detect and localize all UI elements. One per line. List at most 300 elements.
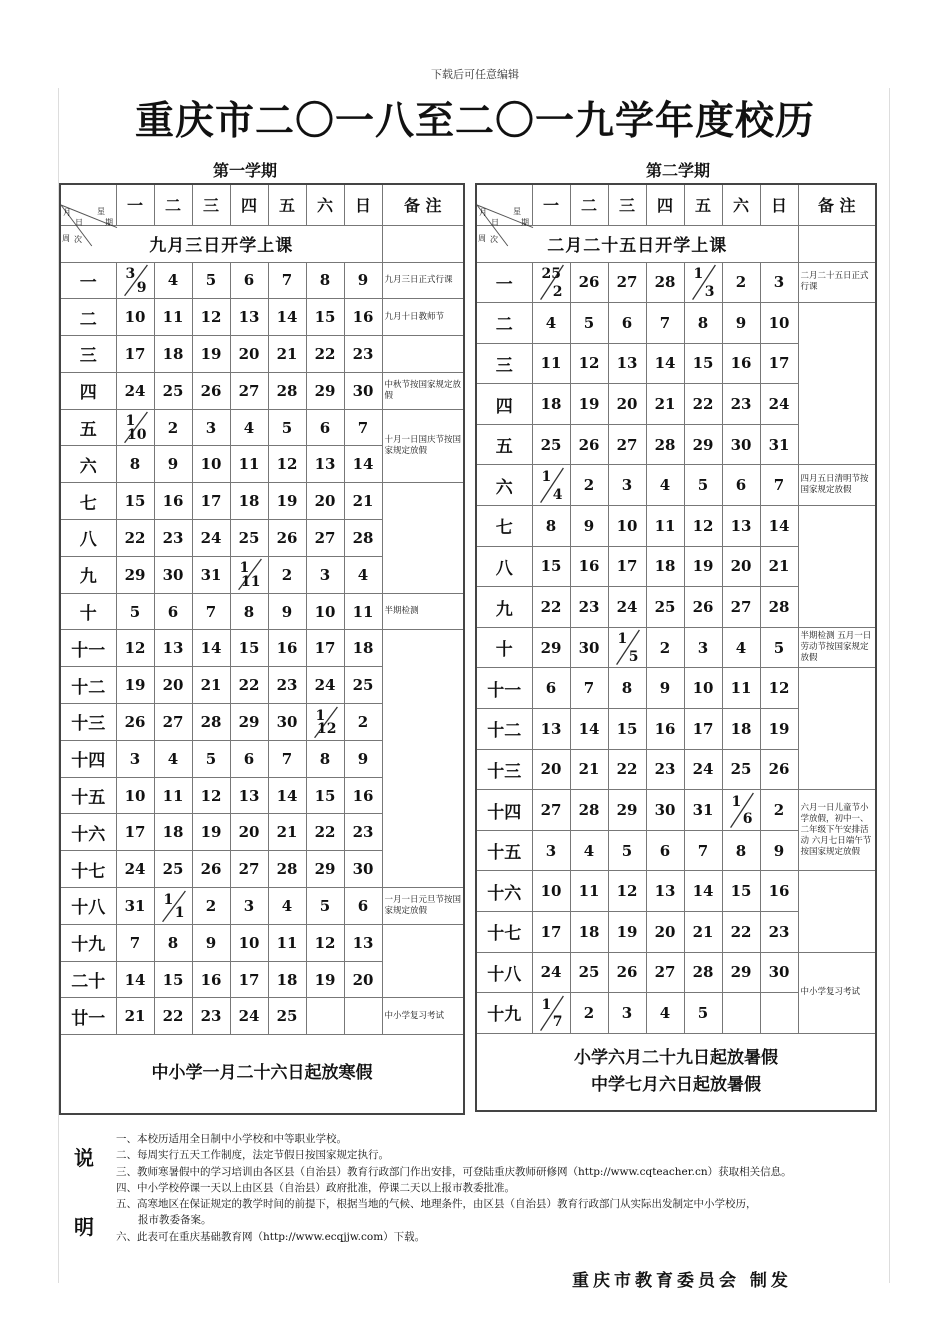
week-number: 三 [60,336,116,373]
day-cell: 27 [608,424,646,465]
explain-item: 二、每周实行五天工作制度，法定节假日按国家规定执行。 [116,1149,389,1162]
day-cell: 20 [306,483,344,520]
day-cell: 23 [646,749,684,790]
day-cell: 24 [230,998,268,1035]
day-cell: 4 [646,993,684,1034]
day-cell: 31 [116,888,154,925]
day-cell: 10 [230,924,268,961]
day-cell: 28 [192,704,230,741]
month-boundary-diagonal [533,466,570,505]
day-header: 六 [306,184,344,225]
day-cell: 8 [230,593,268,630]
day-cell: 18 [268,961,306,998]
explain-item: 五、高寒地区在保证规定的教学时间的前提下，根据当地的气候、地理条件，由区县（自治县）教育行政部门从实际出发制定中小学校历， [116,1198,757,1211]
day-cell: 29 [684,424,722,465]
day-cell: 22 [306,336,344,373]
day-cell: 11 [570,871,608,912]
corner-label-star: 星 [513,206,521,216]
day-cell: 27 [646,952,684,993]
week-number: 五 [476,424,532,465]
day-cell: 12 [192,299,230,336]
note-cell [382,630,464,888]
day-header: 一 [532,184,570,225]
new-month-number: 12 [317,721,337,738]
day-cell: 6 [646,830,684,871]
day-cell: 24 [192,520,230,557]
day-cell: 18 [532,384,570,425]
day-cell: 16 [154,483,192,520]
week-number: 六 [476,465,532,506]
month-boundary-cell [306,704,344,741]
day-cell: 25 [344,667,382,704]
day-cell: 4 [570,830,608,871]
day-cell: 14 [268,299,306,336]
day-cell: 9 [722,303,760,344]
day-cell: 30 [268,704,306,741]
day-header: 三 [608,184,646,225]
day-cell: 18 [230,483,268,520]
day-cell: 9 [646,668,684,709]
day-cell: 5 [268,409,306,446]
month-boundary-cell [532,262,570,303]
day-cell: 25 [154,372,192,409]
day-cell: 16 [344,777,382,814]
day-cell: 19 [760,709,798,750]
week-number: 五 [60,409,116,446]
day-cell: 21 [268,336,306,373]
day-cell: 18 [570,912,608,953]
holiday-footer-line2: 中学七月六日起放暑假 [591,1075,761,1096]
week-number: 十三 [60,704,116,741]
day-cell: 23 [154,520,192,557]
day-cell: 6 [608,303,646,344]
week-row [476,465,876,506]
week-number: 十五 [60,777,116,814]
note-cell: 中小学复习考试 [382,998,464,1035]
day-cell: 10 [608,506,646,547]
day-cell: 7 [116,924,154,961]
day-cell: 28 [760,587,798,628]
day-cell: 17 [116,336,154,373]
day-cell: 5 [306,888,344,925]
week-row [60,593,464,630]
day-cell: 27 [306,520,344,557]
new-month-number: 6 [742,811,753,828]
day-cell: 30 [570,627,608,668]
day-cell: 27 [230,851,268,888]
note-cell [382,336,464,373]
day-cell: 23 [570,587,608,628]
day-cell: 8 [116,446,154,483]
day-cell: 25 [230,520,268,557]
day-cell: 6 [230,262,268,299]
day-cell: 14 [344,446,382,483]
notes-header: 备 注 [798,184,876,225]
day-cell: 18 [154,814,192,851]
start-banner: 九月三日开学上课 [60,225,382,262]
day-cell: 7 [570,668,608,709]
day-cell: 2 [722,262,760,303]
day-cell: 14 [268,777,306,814]
day-cell: 27 [230,372,268,409]
day-cell: 28 [646,424,684,465]
holiday-footer-line1: 小学六月二十九日起放暑假 [574,1047,778,1068]
day-cell: 21 [570,749,608,790]
note-cell: 十月一日国庆节按国家规定放假 [382,409,464,483]
day-cell: 15 [306,299,344,336]
note-cell [382,924,464,998]
day-cell: 19 [684,546,722,587]
day-cell: 22 [532,587,570,628]
week-number: 十 [60,593,116,630]
day-cell: 21 [192,667,230,704]
holiday-footer: 中小学一月二十六日起放寒假 [60,1035,464,1114]
day-cell: 15 [608,709,646,750]
day-cell: 4 [268,888,306,925]
day-cell: 24 [608,587,646,628]
day-cell: 22 [306,814,344,851]
day-cell: 11 [230,446,268,483]
day-header: 一 [116,184,154,225]
day-cell: 24 [116,851,154,888]
day-cell: 15 [722,871,760,912]
day-cell: 21 [116,998,154,1035]
week-row [60,630,464,667]
week-number: 十八 [476,952,532,993]
day-cell: 9 [344,740,382,777]
day-cell: 4 [344,556,382,593]
prev-month-day: 1 [541,468,552,485]
day-header: 日 [344,184,382,225]
note-cell [798,303,876,465]
day-cell: 16 [344,299,382,336]
day-cell: 5 [684,465,722,506]
week-row [476,506,876,547]
day-cell: 11 [646,506,684,547]
day-cell: 8 [532,506,570,547]
week-number: 七 [60,483,116,520]
day-cell: 30 [344,851,382,888]
month-boundary-diagonal [155,889,192,924]
day-cell: 23 [192,998,230,1035]
day-cell: 27 [532,790,570,831]
prev-month-day: 1 [163,891,174,908]
day-cell: 5 [760,627,798,668]
corner-cell [476,184,532,244]
day-cell: 9 [192,924,230,961]
corner-label-ci: 次 [490,234,498,244]
corner-label-day: 日 [491,217,499,227]
day-cell: 21 [646,384,684,425]
explain-label-2: 明 [74,1215,94,1239]
day-header: 四 [230,184,268,225]
day-cell: 3 [608,465,646,506]
week-row [476,262,876,303]
day-cell: 22 [608,749,646,790]
day-cell: 29 [608,790,646,831]
day-cell: 21 [268,814,306,851]
note-blank [382,225,464,262]
day-cell: 28 [646,262,684,303]
day-cell: 25 [722,749,760,790]
month-boundary-diagonal [685,263,722,302]
prev-month-day: 1 [693,266,704,282]
day-cell: 10 [116,777,154,814]
prev-month-day: 1 [125,413,136,430]
day-cell: 15 [230,630,268,667]
week-number: 四 [60,372,116,409]
day-cell: 25 [154,851,192,888]
day-cell: 13 [646,871,684,912]
day-cell: 29 [722,952,760,993]
day-cell: 6 [722,465,760,506]
note-cell: 九月三日正式行课 [382,262,464,299]
week-number: 十五 [476,830,532,871]
day-cell: 18 [154,336,192,373]
new-month-number: 4 [552,486,563,503]
week-number: 六 [60,446,116,483]
day-header: 二 [570,184,608,225]
week-row [60,483,464,520]
week-number: 七 [476,506,532,547]
day-cell: 8 [306,262,344,299]
day-cell: 29 [230,704,268,741]
day-cell: 5 [192,262,230,299]
day-cell: 3 [230,888,268,925]
day-cell: 14 [684,871,722,912]
month-boundary-diagonal [723,791,760,830]
note-cell [798,506,876,628]
day-cell: 28 [344,520,382,557]
day-cell: 8 [154,924,192,961]
week-row [60,888,464,925]
day-cell: 18 [646,546,684,587]
day-cell: 23 [760,912,798,953]
day-cell: 4 [154,740,192,777]
prev-month-day: 1 [731,793,742,810]
week-number: 一 [476,262,532,303]
week-number: 十七 [60,851,116,888]
corner-label-qi: 期 [105,217,113,227]
week-number: 一 [60,262,116,299]
note-blank [798,225,876,262]
day-cell: 26 [268,520,306,557]
week-number: 二 [60,299,116,336]
week-row [476,871,876,912]
day-cell: 12 [608,871,646,912]
new-month-number: 9 [136,279,147,296]
day-cell: 8 [684,303,722,344]
note-cell: 中小学复习考试 [798,952,876,1033]
day-cell: 14 [570,709,608,750]
corner-label-month: 月 [63,207,71,217]
day-cell: 24 [532,952,570,993]
prev-month-day: 1 [617,631,628,648]
day-cell: 20 [154,667,192,704]
day-cell: 22 [230,667,268,704]
day-cell: 8 [722,830,760,871]
week-row [60,262,464,299]
week-row [60,299,464,336]
day-cell: 26 [192,372,230,409]
day-cell: 26 [570,262,608,303]
week-number: 八 [476,546,532,587]
day-cell: 10 [760,303,798,344]
week-number: 二 [476,303,532,344]
note-cell: 中秋节按国家规定放假 [382,372,464,409]
day-cell: 16 [570,546,608,587]
month-boundary-cell [722,790,760,831]
corner-cell [60,184,116,244]
corner-label-zhou: 周 [478,233,486,243]
month-boundary-cell [684,262,722,303]
day-cell: 16 [192,961,230,998]
day-cell: 17 [760,343,798,384]
day-cell: 2 [268,556,306,593]
day-cell: 20 [722,546,760,587]
day-cell: 24 [306,667,344,704]
day-cell: 20 [230,336,268,373]
corner-label-qi: 期 [521,217,529,227]
day-header: 三 [192,184,230,225]
day-cell: 15 [306,777,344,814]
day-cell: 15 [684,343,722,384]
day-header: 日 [760,184,798,225]
explain-item: 一、本校历适用全日制中小学校和中等职业学校。 [116,1133,347,1145]
day-cell: 19 [306,961,344,998]
week-number: 十九 [60,924,116,961]
day-cell [722,993,760,1034]
day-cell: 26 [192,851,230,888]
note-cell: 半期检测 [382,593,464,630]
day-cell: 28 [684,952,722,993]
semester1-calendar [59,183,465,1115]
day-cell: 10 [192,446,230,483]
note-cell: 四月五日清明节按国家规定放假 [798,465,876,506]
week-number: 九 [60,556,116,593]
new-month-number: 3 [704,283,715,300]
day-cell [344,998,382,1035]
month-boundary-diagonal [533,994,570,1033]
week-number: 四 [476,384,532,425]
day-cell: 17 [230,961,268,998]
day-cell: 24 [684,749,722,790]
day-cell: 19 [608,912,646,953]
day-cell: 11 [532,343,570,384]
week-number: 三 [476,343,532,384]
day-cell: 31 [760,424,798,465]
new-month-number: 5 [628,648,639,665]
day-cell: 14 [192,630,230,667]
day-cell: 16 [268,630,306,667]
day-cell: 22 [684,384,722,425]
notes-header: 备 注 [382,184,464,225]
day-cell: 31 [192,556,230,593]
day-cell: 7 [344,409,382,446]
week-row [476,668,876,709]
month-boundary-cell [116,262,154,299]
day-header: 六 [722,184,760,225]
week-row [60,998,464,1035]
day-cell: 19 [192,814,230,851]
day-cell: 13 [608,343,646,384]
day-cell: 6 [154,593,192,630]
day-cell: 31 [684,790,722,831]
note-cell: 六月一日儿童节小学放假，初中一、二年级下午安排活动 六月七日端午节按国家规定放假 [798,790,876,871]
day-cell: 6 [306,409,344,446]
prev-month-day: 1 [541,996,552,1013]
week-number: 九 [476,587,532,628]
day-header: 二 [154,184,192,225]
top-note: 下载后可任意编辑 [431,68,519,81]
day-cell: 13 [306,446,344,483]
explain-item: 四、中小学校停课一天以上由区县（自治县）政府批准，停课二天以上报市教委批准。 [116,1181,515,1194]
page-title: 重庆市二〇一八至二〇一九学年度校历 [134,98,815,144]
day-cell: 9 [268,593,306,630]
day-cell: 4 [532,303,570,344]
day-cell: 12 [192,777,230,814]
prev-month-day: 1 [239,560,250,577]
day-cell: 2 [192,888,230,925]
day-cell: 18 [344,630,382,667]
day-cell: 11 [268,924,306,961]
note-cell [382,483,464,593]
week-number: 十三 [476,749,532,790]
day-cell: 27 [154,704,192,741]
day-cell: 21 [684,912,722,953]
new-month-number: 10 [127,426,147,443]
day-cell: 8 [608,668,646,709]
corner-label-ci: 次 [74,234,82,244]
day-cell: 6 [532,668,570,709]
day-cell: 26 [608,952,646,993]
day-cell: 3 [760,262,798,303]
note-cell [798,668,876,790]
explain-label-1: 说 [74,1146,94,1170]
day-cell: 5 [608,830,646,871]
day-cell: 5 [684,993,722,1034]
day-header: 五 [268,184,306,225]
day-cell: 2 [344,704,382,741]
note-cell: 一月一日元旦节按国家规定放假 [382,888,464,925]
day-cell [760,993,798,1034]
day-cell: 10 [116,299,154,336]
day-cell: 19 [268,483,306,520]
day-cell: 24 [116,372,154,409]
day-cell: 6 [230,740,268,777]
month-boundary-cell [608,627,646,668]
day-cell: 3 [192,409,230,446]
day-cell: 29 [306,372,344,409]
day-cell: 2 [646,627,684,668]
week-number: 廿一 [60,998,116,1035]
week-row [476,627,876,668]
week-row [60,336,464,373]
day-cell: 15 [116,483,154,520]
day-cell: 20 [646,912,684,953]
month-boundary-cell [532,993,570,1034]
day-cell: 26 [570,424,608,465]
week-number: 十六 [60,814,116,851]
day-cell: 2 [570,993,608,1034]
week-number: 十四 [476,790,532,831]
week-number: 十 [476,627,532,668]
explain-item: 报市教委备案。 [138,1214,212,1227]
corner-label-star: 星 [97,206,105,216]
day-cell: 2 [570,465,608,506]
day-cell: 11 [344,593,382,630]
month-boundary-diagonal [231,557,268,592]
